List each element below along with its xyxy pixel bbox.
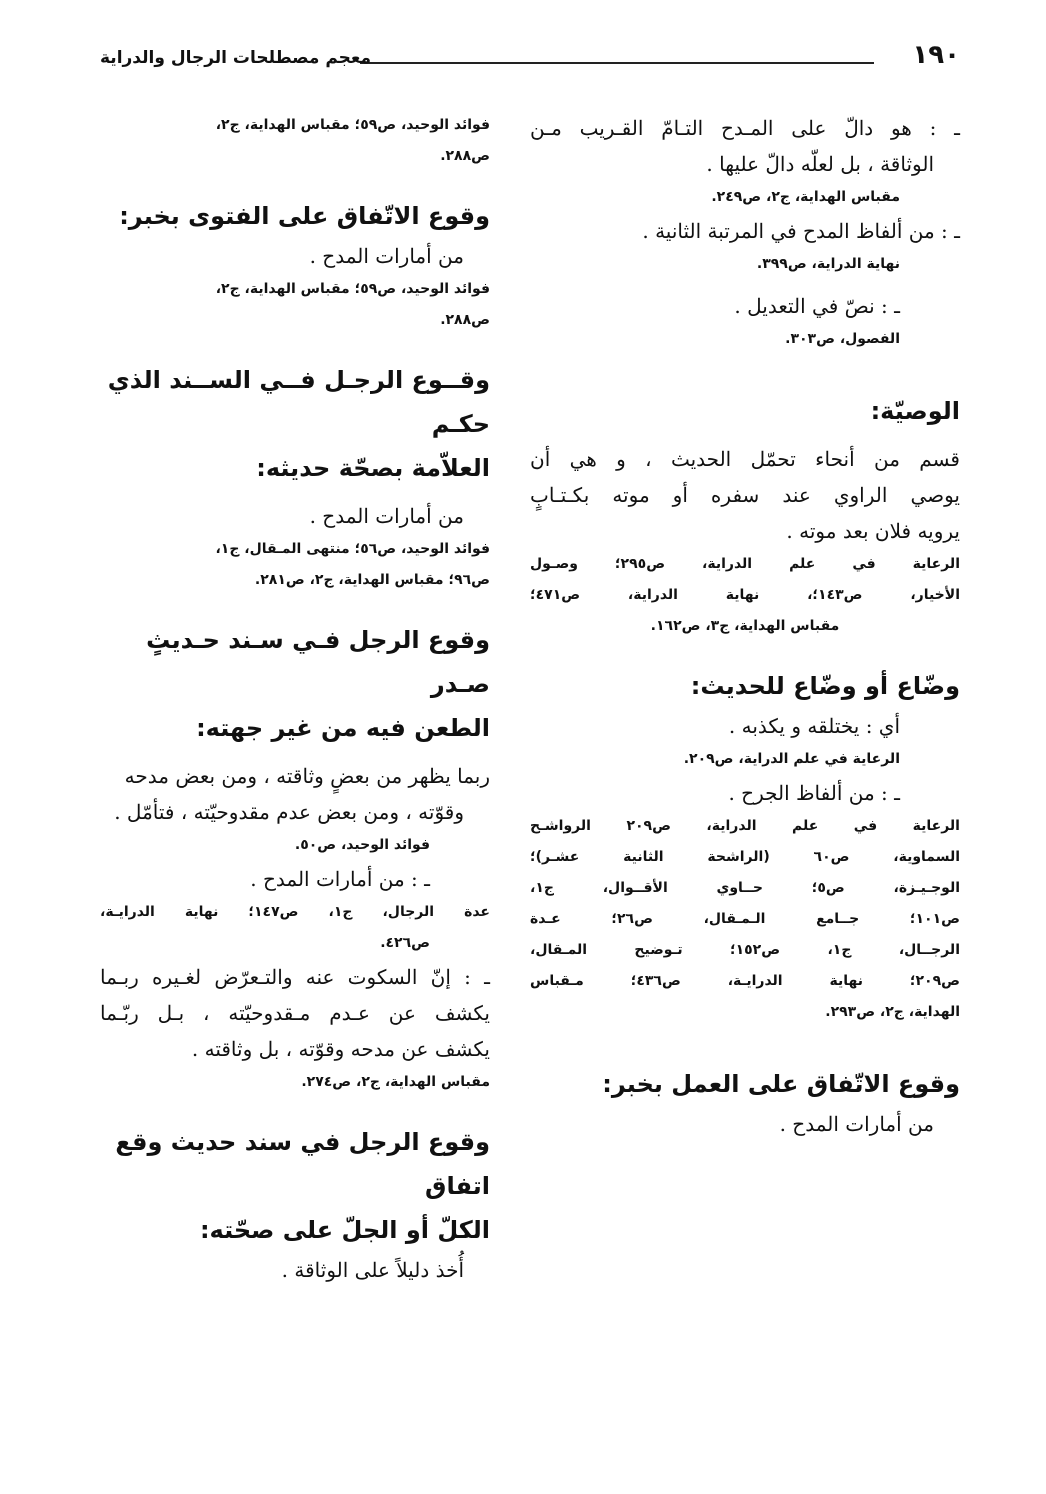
- entry-text: وقوّته ، ومن بعض عدم مقدوحيّته ، فتأمّل .: [114, 800, 464, 824]
- entry-heading: وقوع الرجل فـي سـند حـديثٍ صـدر: [146, 626, 490, 698]
- header-rule: [360, 62, 874, 64]
- left-column: [100, 110, 490, 1288]
- entry-text: يرويه فلان بعد موته .: [786, 519, 960, 543]
- reference: السماوية، ص٦٠ (الراشحة الثانية عشـر)؛: [530, 849, 960, 865]
- reference: مقباس الهداية، ج٢، ص٢٧٤.: [301, 1074, 490, 1090]
- reference: الفصول، ص٣٠٣.: [785, 331, 900, 347]
- running-title: معجم مصطلحات الرجال والدراية: [100, 48, 372, 68]
- reference: ص٤٢٦.: [380, 935, 430, 951]
- entry-heading: وقوع الاتّفاق على الفتوى بخبر:: [119, 202, 490, 230]
- reference: فوائد الوحيد، ص٥٠.: [294, 837, 430, 853]
- entry-heading: وقوع الاتّفاق على العمل بخبر:: [602, 1070, 960, 1098]
- entry-text: ـ : هو دالّ على المـدح التـامّ القـريب مـن: [530, 116, 960, 140]
- entry-text: الوثاقة ، بل لعلّه دالّ عليها .: [706, 152, 934, 176]
- reference: فوائد الوحيد، ص٥٩؛ مقباس الهداية، ج٢،: [215, 281, 490, 297]
- entry-heading: العلاّمة بصحّة حديثه:: [256, 454, 490, 482]
- entry-text: يكشف عن مدحه وقوّته ، بل وثاقته .: [191, 1037, 490, 1061]
- entry-text: ربما يظهر من بعضٍ وثاقته ، ومن بعض مدحه: [124, 764, 490, 788]
- reference: ص٢٠٩؛ نهاية الدرايـة، ص٤٣٦؛ مـقباس: [530, 973, 960, 989]
- reference: الأخيار، ص١٤٣؛، نهاية الدراية، ص٤٧١؛: [530, 587, 960, 603]
- entry-text: من أمارات المدح .: [779, 1112, 934, 1136]
- reference: عدة الرجال، ج١، ص١٤٧؛ نهاية الدرايـة،: [100, 904, 490, 920]
- reference: الهداية، ج٢، ص٢٩٣.: [825, 1004, 960, 1020]
- reference: ص١٠١؛ جــامع الـمـقال، ص٢٦؛ عـدة: [530, 911, 960, 927]
- entry-heading: وقــوع الرجـل فــي الســند الذي حكـم: [107, 366, 490, 438]
- entry-text: ـ : من ألفاظ المدح في المرتبة الثانية .: [642, 219, 960, 243]
- reference: مقباس الهداية، ج٢، ص٢٤٩.: [711, 189, 900, 205]
- entry-text: ـ : من أمارات المدح .: [250, 867, 430, 891]
- reference: ص٢٨٨.: [440, 312, 490, 328]
- entry-heading: الطعن فيه من غير جهته:: [196, 714, 490, 742]
- right-column: [530, 110, 960, 1142]
- entry-text: من أمارات المدح .: [309, 504, 464, 528]
- entry-heading: وقوع الرجل في سند حديث وقع اتفاق: [115, 1128, 490, 1200]
- entry-heading: الوصيّة:: [870, 397, 960, 425]
- entry-text: يوصي الراوي عند سفره أو موته بكـتـابٍ: [530, 483, 960, 507]
- entry-text: ـ : نصّ في التعديل .: [734, 294, 900, 318]
- entry-heading: وضّاع أو وضّاع للحديث:: [690, 672, 960, 700]
- entry-text: ـ : من ألفاظ الجرح .: [728, 781, 900, 805]
- entry-text: يكشف عن عـدم مـقدوحيّته ، بـل ربّـما: [100, 1001, 490, 1025]
- entry-text: أي : يختلقه و يكذبه .: [728, 714, 900, 738]
- entry-text: قسم من أنحاء تحمّل الحديث ، و هي أن: [530, 447, 960, 471]
- reference: الرجــال، ج١، ص١٥٢؛ تـوضيح المـقال،: [530, 942, 960, 958]
- reference: الرعاية في علم الدراية، ص٢٠٩.: [683, 751, 900, 767]
- reference: الرعاية في علم الدراية، ص٢٩٥؛ وصـول: [530, 556, 960, 572]
- entry-text: من أمارات المدح .: [309, 244, 464, 268]
- entry-text: ـ : إنّ السكوت عنه والتـعرّض لغـيره ربـما: [100, 965, 490, 989]
- reference: فوائد الوحيد، ص٥٦؛ منتهى المـقال، ج١،: [215, 541, 490, 557]
- reference: الوجـيـزة، ص٥؛ حــاوي الأقــوال، ج١،: [530, 880, 960, 896]
- page-number: ١٩٠: [912, 40, 960, 70]
- entry-heading: الكلّ أو الجلّ على صحّته:: [199, 1216, 490, 1244]
- reference: ص٩٦؛ مقباس الهداية، ج٢، ص٢٨١.: [254, 572, 490, 588]
- page-header: [100, 40, 960, 80]
- reference: ص٢٨٨.: [440, 148, 490, 164]
- reference: نهاية الدراية، ص٣٩٩.: [756, 256, 900, 272]
- reference: فوائد الوحيد، ص٥٩؛ مقباس الهداية، ج٢،: [215, 117, 490, 133]
- reference: مقباس الهداية، ج٣، ص١٦٢.: [650, 618, 840, 634]
- entry-text: أُخذ دليلاً على الوثاقة .: [281, 1258, 464, 1282]
- reference: الرعاية في علم الدراية، ص٢٠٩ الرواشـح: [530, 818, 960, 834]
